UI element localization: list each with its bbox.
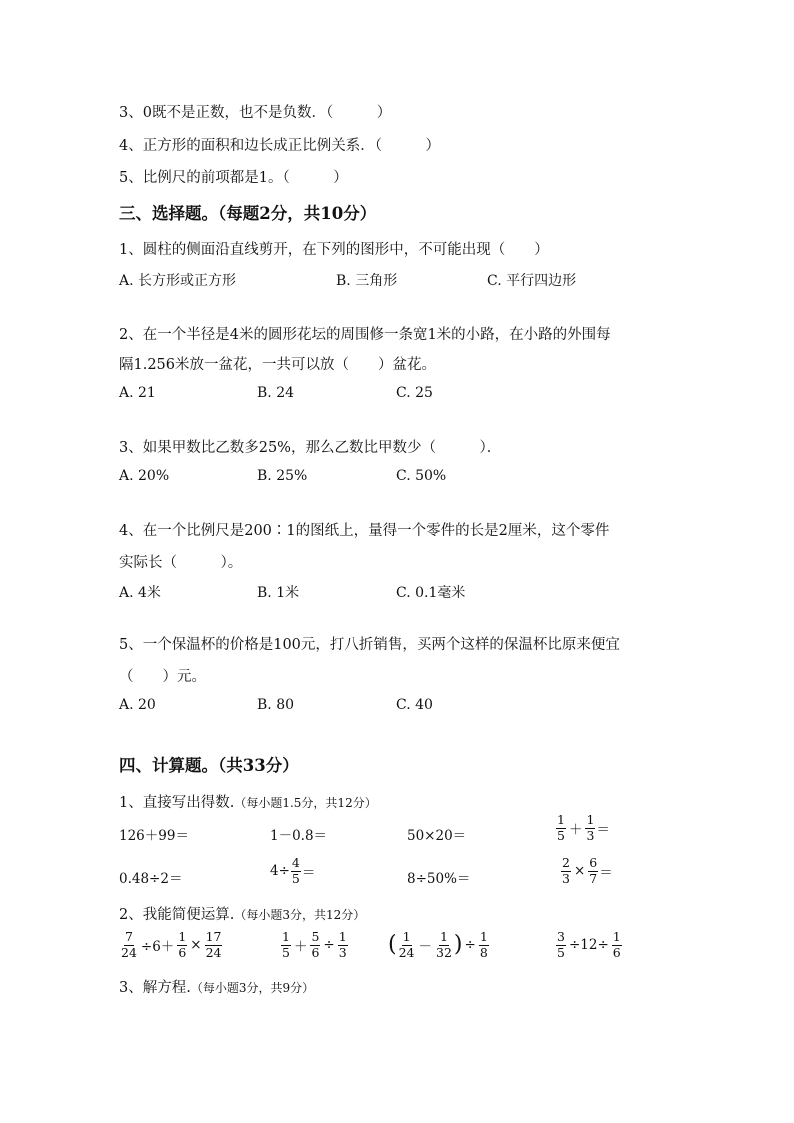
choice-q3-option-a: A. 20% (119, 468, 170, 484)
choice-q4-option-a: A. 4米 (119, 585, 161, 601)
fraction: $\frac{1}{3}$ (338, 929, 347, 960)
calc-section3-note: （每小题3分，共9分） (190, 981, 315, 995)
fraction: $\frac{2}{3}$ (562, 855, 570, 886)
fraction: $\frac{5}{6}$ (311, 929, 320, 960)
calc-section1-title (119, 791, 377, 812)
choice-q5-stem-line1: 5、一个保温杯的价格是100元，打八折销售，买两个这样的保温杯比原来便宜 (119, 637, 620, 653)
choice-q5-option-b: B. 80 (257, 697, 295, 713)
choice-q3-stem: 3、如果甲数比乙数多25%，那么乙数比甲数少（ ）． (119, 440, 502, 456)
calc-section1-note: （每小题1.5分，共12分） (234, 796, 377, 810)
choice-q2-option-c: C. 25 (396, 385, 433, 401)
calc-section3-title (119, 976, 314, 997)
choice-q1-stem: 1、圆柱的侧面沿直线剪开，在下列的图形中，不可能出现（ ） (119, 242, 549, 258)
choice-q3-option-c: C. 50% (396, 468, 447, 484)
choice-q5-option-a: A. 20 (119, 697, 156, 713)
fraction: $\frac{1}{5}$ (557, 812, 565, 843)
calc-r3-e4: $\frac{3}{5}$ ÷12÷ $\frac{1}{6}$ (557, 929, 621, 960)
choice-q4-stem-line1: 4、在一个比例尺是200∶1的图纸上，量得一个零件的长是2厘米，这个零件 (119, 523, 610, 539)
fraction: $\frac{17}{24}$ (205, 929, 222, 960)
choice-q4-stem-line2: 实际长（ ）。 (119, 555, 243, 571)
choice-q2-stem-line1: 2、在一个半径是4米的圆形花坛的周围修一条宽1米的小路，在小路的外围每 (119, 327, 611, 343)
calc-section2-title (119, 903, 365, 924)
calc-r3-e2: $\frac{1}{5}$ ＋ $\frac{5}{6}$ ÷ $\frac{1}{3}$ (282, 929, 347, 960)
calc-r3-e1: $\frac{7}{24}$ ÷6＋ $\frac{1}{6}$ × $\frac{17}{24}$ (121, 929, 222, 960)
calc-r3-e3: ( $\frac{1}{24}$ － $\frac{1}{32}$ ) ÷ $\frac{1}{8}$ (388, 929, 488, 960)
choice-q2-option-b: B. 24 (257, 385, 295, 401)
calc-r2-e3: 8÷50%＝ (407, 871, 471, 887)
calc-section2-note: （每小题3分，共12分） (234, 908, 366, 922)
choice-q2-stem-line2: 隔1.256米放一盆花，一共可以放（ ）盆花。 (119, 357, 437, 373)
calc-r2-e1: 0.48÷2＝ (119, 871, 183, 887)
choice-q4-option-c: C. 0.1毫米 (396, 585, 466, 601)
fraction: $\frac{1}{6}$ (178, 929, 187, 960)
fraction: $\frac{4}{5}$ (291, 855, 300, 886)
choice-q5-option-c: C. 40 (396, 697, 433, 713)
choice-q5-stem-line2: （ ）元。 (119, 669, 206, 685)
calc-r1-e3: 50×20＝ (407, 828, 467, 844)
fraction: $\frac{1}{5}$ (282, 929, 290, 960)
calc-r1-e2: 1－0.8＝ (270, 828, 328, 844)
choice-heading: 三、选择题。（每题2分，共10分） (119, 204, 377, 223)
fraction: $\frac{1}{3}$ (586, 812, 595, 843)
calc-section1-label: 1、直接写出得数. (119, 795, 235, 811)
choice-q1-option-c: C. 平行四边形 (487, 273, 577, 289)
fraction: $\frac{1}{6}$ (612, 929, 621, 960)
fraction: $\frac{7}{24}$ (121, 929, 137, 960)
choice-q1-option-a: A. 长方形或正方形 (119, 273, 237, 289)
fraction: $\frac{1}{32}$ (436, 929, 452, 960)
calc-heading: 四、计算题。（共33分） (119, 756, 299, 775)
fraction: $\frac{1}{24}$ (398, 929, 415, 960)
fraction: $\frac{6}{7}$ (589, 855, 598, 886)
calc-r2-e4: $\frac{2}{3}$ × $\frac{6}{7}$ ＝ (562, 855, 613, 886)
calc-r2-e2: 4÷ $\frac{4}{5}$ ＝ (270, 855, 316, 886)
calc-section3-label: 3、解方程. (119, 980, 191, 996)
calc-r1-e1: 126＋99＝ (119, 828, 189, 844)
judge-q3: 3、0既不是正数，也不是负数．（ ） (119, 105, 392, 121)
choice-q2-option-a: A. 21 (119, 385, 156, 401)
fraction: $\frac{3}{5}$ (557, 929, 565, 960)
fraction: $\frac{1}{8}$ (479, 929, 488, 960)
choice-q1-option-b: B. 三角形 (336, 273, 398, 289)
judge-q5: 5、比例尺的前项都是1。（ ） (119, 170, 348, 186)
calc-r1-e4: $\frac{1}{5}$ ＋ $\frac{1}{3}$ ＝ (557, 812, 610, 843)
judge-q4: 4、正方形的面积和边长成正比例关系．（ ） (119, 138, 440, 154)
choice-q3-option-b: B. 25% (257, 468, 308, 484)
calc-section2-label: 2、我能简便运算. (119, 907, 235, 923)
choice-q4-option-b: B. 1米 (257, 585, 300, 601)
